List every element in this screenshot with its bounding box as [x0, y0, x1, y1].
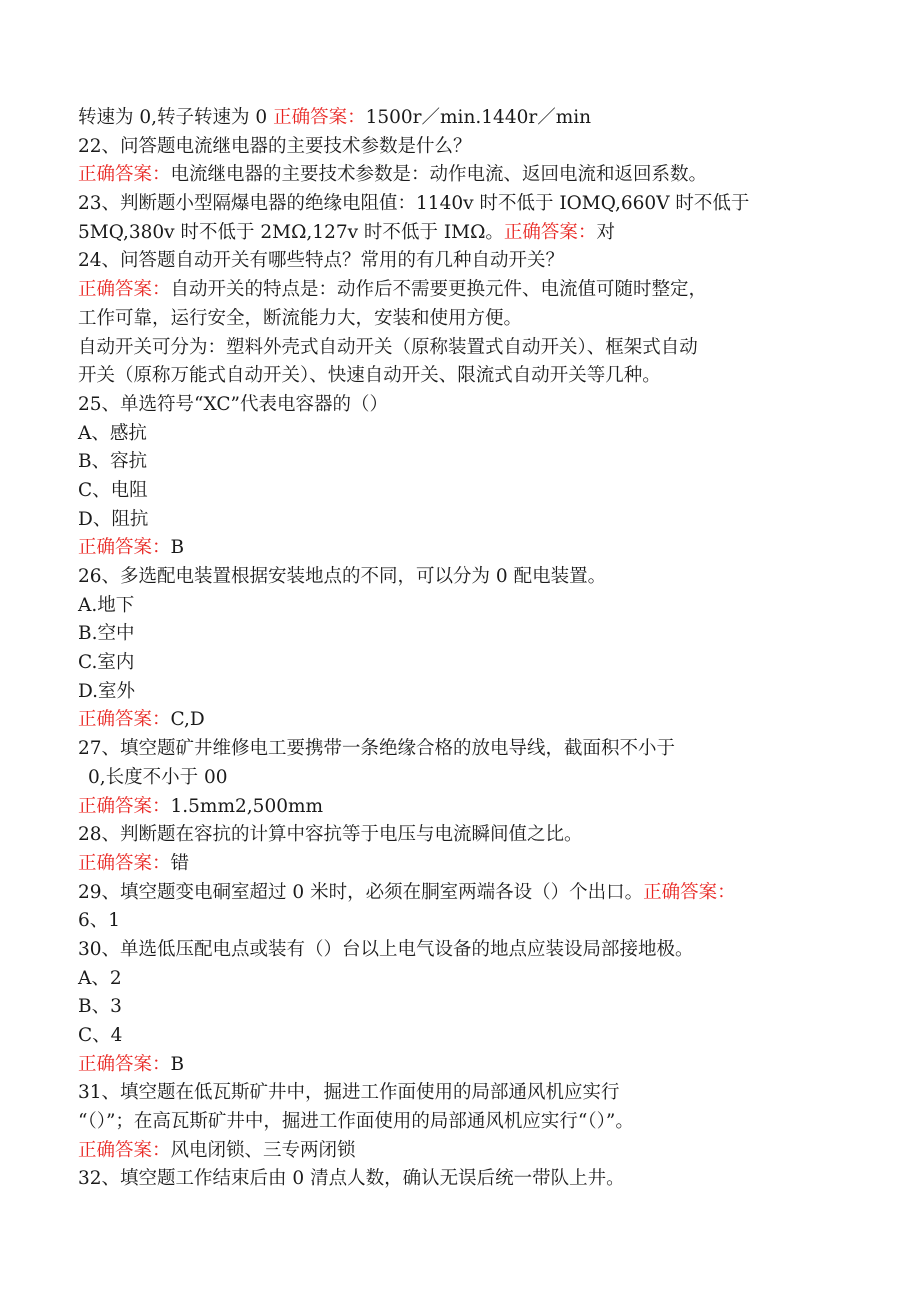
text-line	[78, 420, 868, 449]
text-line	[78, 850, 868, 879]
text-segment: A、2	[78, 967, 122, 989]
answer-label: 正确答案：	[78, 537, 171, 559]
text-line	[78, 1022, 868, 1051]
text-segment: C、4	[78, 1025, 123, 1046]
text-line	[78, 104, 868, 133]
text-segment: 26、多选配电装置根据安装地点的不同，可以分为 0 配电装置。	[78, 566, 607, 587]
text-segment: B	[170, 537, 185, 559]
text-line	[78, 592, 868, 621]
text-segment: 31、填空题在低瓦斯矿井中，掘进工作面使用的局部通风机应实行	[78, 1082, 620, 1104]
text-line	[78, 993, 868, 1022]
text-line	[78, 190, 868, 219]
text-segment: D.室外	[78, 680, 136, 702]
text-line	[78, 764, 868, 793]
text-line	[78, 219, 868, 248]
text-line	[78, 477, 868, 506]
answer-label: 正确答案：	[78, 852, 171, 874]
text-line	[78, 506, 868, 535]
answer-label: 正确答案：	[273, 107, 366, 128]
text-segment: 32、填空题工作结束后由 0 清点人数，确认无误后统一带队上井。	[78, 1168, 625, 1190]
text-segment: 23、判断题小型隔爆电器的绝缘电阻值：1140v 时不低于 IOMQ,660V 时不低于	[78, 193, 750, 215]
text-segment: 自动开关可分为：塑料外壳式自动开关（原称装置式自动开关）、框架式自动	[78, 336, 698, 358]
text-segment: 1.5mm2,500mm	[170, 795, 324, 817]
text-segment: 转速为 0,转子转速为 0	[78, 107, 274, 128]
text-line	[78, 563, 868, 592]
text-segment: 30、单选低压配电点或装有（）台以上电气设备的地点应装设局部接地极。	[78, 938, 694, 960]
document-body	[78, 104, 868, 1194]
text-line	[78, 276, 868, 305]
text-segment: C,D	[170, 709, 205, 731]
text-line	[78, 678, 868, 707]
text-line	[78, 534, 868, 563]
text-segment: 5MQ,380v 时不低于 2MΩ,127v 时不低于 IMΩ。	[78, 221, 504, 243]
text-line	[78, 391, 868, 420]
answer-label: 正确答案：	[78, 164, 171, 186]
text-line	[78, 907, 868, 936]
text-segment: 0,长度不小于 00	[88, 766, 228, 788]
text-segment: C.室内	[78, 652, 135, 674]
answer-label: 正确答案：	[643, 881, 736, 903]
text-line	[78, 1079, 868, 1108]
text-line	[78, 649, 868, 678]
text-line	[78, 793, 868, 822]
text-line	[78, 879, 868, 908]
text-line	[78, 334, 868, 363]
text-line	[78, 1051, 868, 1080]
answer-label: 正确答案：	[78, 1053, 171, 1075]
text-line	[78, 448, 868, 477]
text-line	[78, 1137, 868, 1166]
text-line	[78, 161, 868, 190]
text-line	[78, 133, 868, 162]
text-segment: A、感抗	[78, 422, 147, 444]
text-segment: 24、问答题自动开关有哪些特点？常用的有几种自动开关？	[78, 250, 565, 272]
text-segment: 6、1	[78, 910, 121, 932]
text-segment: 风电闭锁、三专两闭锁	[170, 1139, 356, 1161]
text-segment: B.空中	[78, 623, 135, 645]
text-line	[78, 1108, 868, 1137]
text-segment: B、3	[78, 996, 122, 1018]
text-line	[78, 965, 868, 994]
answer-label: 正确答案：	[78, 279, 171, 301]
text-segment: 开关（原称万能式自动开关）、快速自动开关、限流式自动开关等几种。	[78, 365, 661, 387]
text-line	[78, 1165, 868, 1194]
answer-label: 正确答案：	[78, 1139, 171, 1161]
text-segment: C、电阻	[78, 479, 148, 501]
text-segment: 29、填空题变电硐室超过 0 米时，必须在胴室两端各设（）个出口。	[78, 881, 644, 903]
text-line	[78, 362, 868, 391]
text-segment: 1500r／min.1440r／min	[365, 107, 592, 128]
text-line	[78, 620, 868, 649]
answer-label: 正确答案：	[78, 709, 171, 731]
answer-label: 正确答案：	[503, 221, 597, 243]
text-segment: “（）”；在高瓦斯矿井中，掘进工作面使用的局部通风机应实行“（）”。	[78, 1111, 634, 1133]
text-segment: A.地下	[78, 594, 135, 616]
text-segment: 工作可靠，运行安全，断流能力大，安装和使用方便。	[78, 307, 523, 329]
text-segment: B	[170, 1053, 185, 1075]
text-segment: 自动开关的特点是：动作后不需要更换元件、电流值可随时整定，	[170, 279, 708, 301]
text-line	[78, 247, 868, 276]
answer-label: 正确答案：	[78, 795, 171, 817]
text-segment: 错	[170, 852, 190, 874]
text-line	[78, 821, 868, 850]
text-segment: 27、填空题矿井维修电工要携带一条绝缘合格的放电导线，截面积不小于	[78, 738, 676, 760]
text-segment: 25、单选符号“XC”代表电容器的（）	[78, 393, 388, 415]
text-segment: D、阻抗	[78, 508, 149, 530]
text-segment: B、容抗	[78, 451, 148, 473]
text-line	[78, 735, 868, 764]
text-segment: 对	[596, 221, 615, 243]
text-line	[78, 706, 868, 735]
text-segment: 22、问答题电流继电器的主要技术参数是什么？	[78, 135, 472, 157]
text-segment: 电流继电器的主要技术参数是：动作电流、返回电流和返回系数。	[170, 164, 708, 186]
text-segment: 28、判断题在容抗的计算中容抗等于电压与电流瞬间值之比。	[78, 824, 583, 846]
text-line	[78, 936, 868, 965]
text-line	[78, 305, 868, 334]
